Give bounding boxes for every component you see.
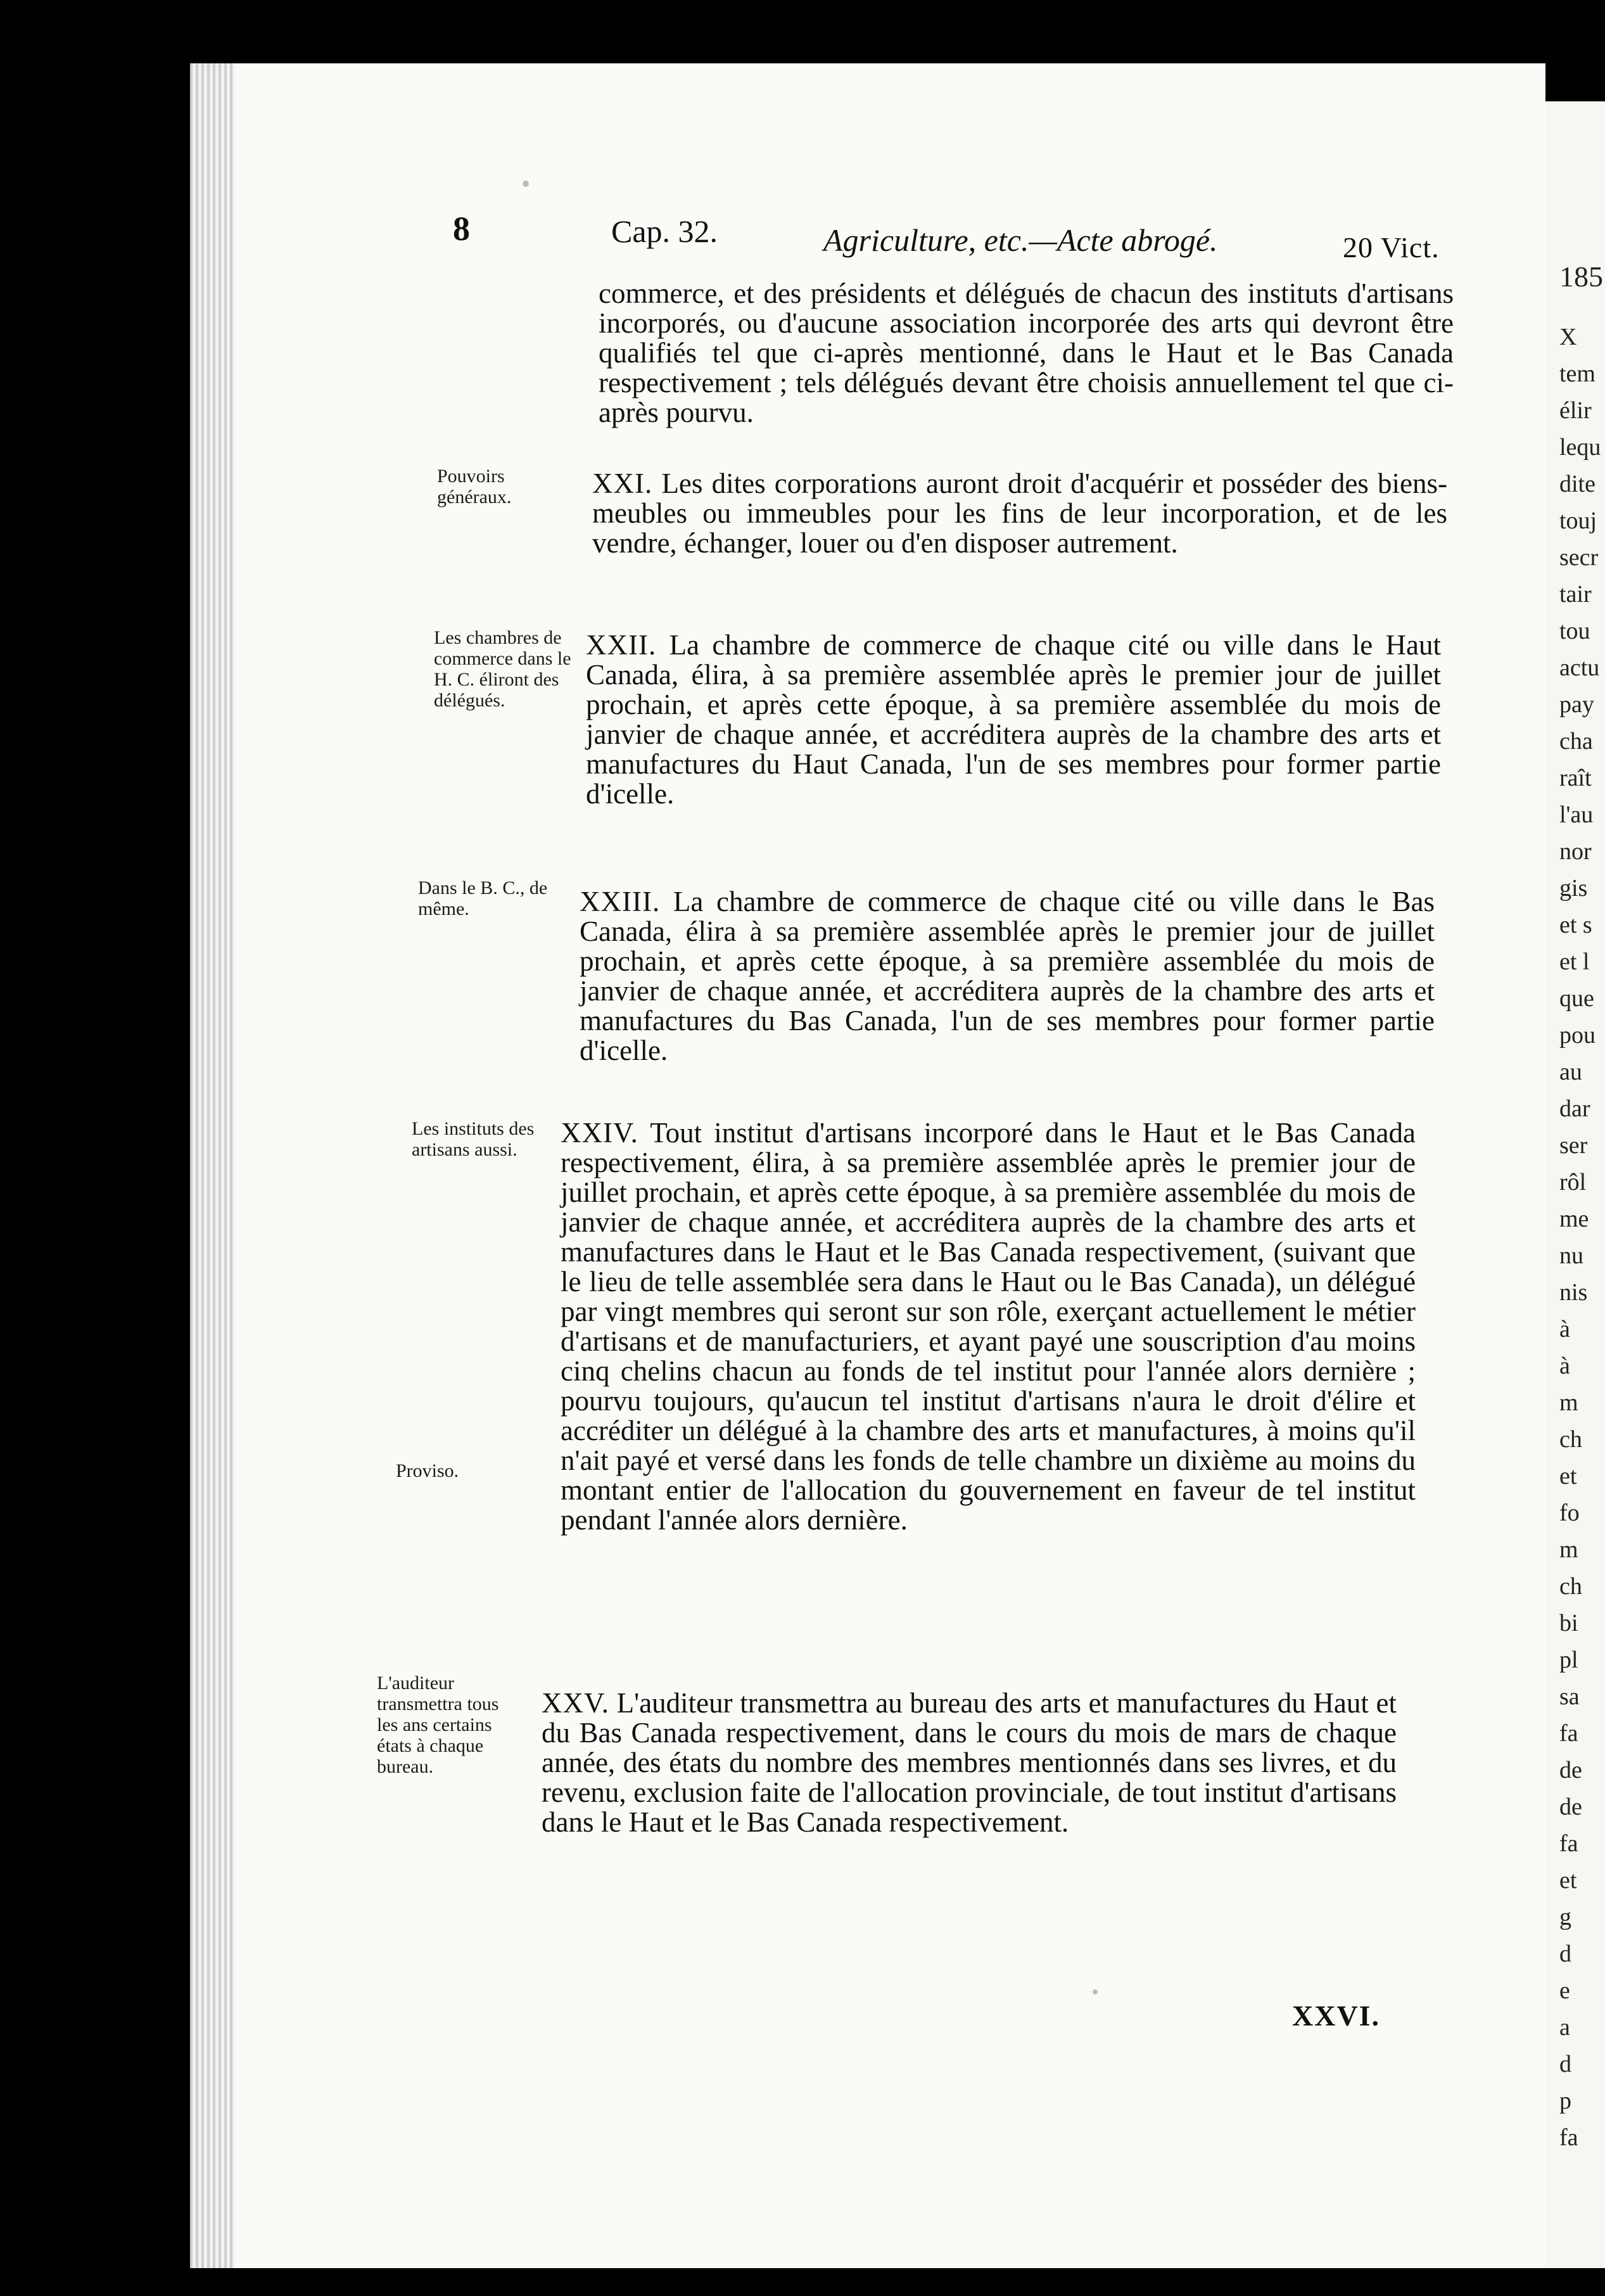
next-page-fragment: d: [1559, 2051, 1571, 2077]
book-spine: [190, 63, 234, 2268]
catchword: XXVI.: [1292, 1999, 1381, 2032]
section-number: XXIII.: [580, 886, 661, 917]
next-page-fragment: m: [1559, 1536, 1578, 1563]
regnal-year: 20 Vict.: [1343, 231, 1440, 264]
next-page-fragment: de: [1559, 1794, 1582, 1820]
next-page-fragment: ch: [1559, 1426, 1582, 1453]
next-page-edge: [1545, 101, 1605, 2268]
next-page-fragment: lequ: [1559, 434, 1601, 461]
section-number: XXI.: [592, 468, 653, 499]
next-page-fragment: que: [1559, 985, 1594, 1012]
ink-speck: [523, 181, 529, 187]
continuation-paragraph: commerce, et des présidents et délégués de chacun des instituts d'artisans incorporés, ou d'aucune association incorporée des arts qui devront être qualifiés tel que ci-après mentionné, dans le Haut et le Bas Canada respectivement ; tels délégués devant être choisis annuellement tel que ci-après pourvu.: [599, 277, 1454, 428]
section-xxi: [592, 469, 1447, 558]
next-page-fragment: l'au: [1559, 801, 1594, 828]
section-number: XXIV.: [561, 1117, 638, 1149]
next-page-fragment: gis: [1559, 875, 1588, 902]
next-page-fragment: nis: [1559, 1279, 1588, 1306]
chapter-label: Cap. 32.: [611, 214, 718, 249]
next-page-fragment: cha: [1559, 728, 1593, 755]
section-xxiv: [561, 1118, 1416, 1535]
next-page-fragment: pl: [1559, 1647, 1578, 1673]
next-page-fragment: et: [1559, 1867, 1577, 1894]
section-text: Les dites corporations auront droit d'acquérir et posséder des biens-meubles ou immeubles pour les fins de leur incorporation, et de les vendre, échanger, louer ou d'en disposer autrement.: [592, 468, 1447, 559]
section-xxiii: [580, 887, 1435, 1066]
next-page-fragment: tou: [1559, 618, 1590, 644]
next-page-fragment: tem: [1559, 360, 1595, 387]
next-page-fragment: ch: [1559, 1573, 1582, 1600]
next-page-fragment: fo: [1559, 1500, 1580, 1526]
next-page-fragment: m: [1559, 1389, 1578, 1416]
next-page-fragment: actu: [1559, 654, 1600, 681]
next-page-fragment: nor: [1559, 838, 1592, 865]
section-text: Tout institut d'artisans incorporé dans le Haut et le Bas Canada respectivement, élira, à sa première assemblée après le premier jour de juillet prochain, et après cette époque, à sa première assemblée du mois de janvier de chaque année, et accréditera auprès de la chambre des arts et manufactures dans le Haut et le Bas Canada respectivement, (suivant que le lieu de telle assemblée sera dans le Haut ou le Bas Canada), un délégué par vingt membres qui seront sur son rôle, exerçant actuellement le métier d'artisans et de manufacturiers, et ayant payé une souscription d'au moins cinq chelins chacun au fonds de tel institut pour l'année alors dernière ; pourvu toujours, qu'aucun tel institut d'artisans n'aura le droit d'élire et accréditer un délégué à la chambre des arts et manufactures, à moins qu'il n'ait payé et versé dans les fonds de telle chambre un dixième au moins du montant entier de l'allocation du gouvernement en faveur de tel institut pendant l'année alors dernière.: [561, 1117, 1416, 1536]
running-header: [0, 203, 1545, 264]
next-page-fragment: raît: [1559, 765, 1592, 791]
next-page-fragment: dar: [1559, 1095, 1590, 1122]
next-page-fragment: fa: [1559, 2124, 1578, 2151]
next-page-fragment: rôl: [1559, 1169, 1587, 1196]
next-page-fragment: tair: [1559, 581, 1592, 608]
margin-note-xxv: L'auditeur transmettra tous les ans certains états à chaque bureau.: [377, 1673, 499, 1777]
margin-note-xxi: Pouvoirs généraux.: [437, 466, 512, 507]
ink-speck: [1093, 1989, 1098, 1994]
next-page-fragment: fa: [1559, 1830, 1578, 1857]
running-title: Agriculture, etc.—Acte abrogé.: [823, 222, 1218, 258]
next-page-fragment: g: [1559, 1904, 1571, 1930]
next-page-fragment: à: [1559, 1353, 1570, 1379]
next-page-fragment: me: [1559, 1206, 1589, 1232]
next-page-fragment: bi: [1559, 1610, 1578, 1636]
margin-note-xxii: Les chambres de commerce dans le H. C. éliront des délégués.: [434, 627, 571, 711]
next-page-fragment: p: [1559, 2088, 1571, 2114]
margin-note-xxiii: Dans le B. C., de même.: [418, 877, 548, 919]
next-page-fragment: élir: [1559, 397, 1592, 424]
next-page-fragment: X: [1559, 324, 1577, 350]
next-page-fragment: de: [1559, 1757, 1582, 1783]
next-page-fragment: pay: [1559, 691, 1594, 718]
next-page-fragment: au: [1559, 1059, 1582, 1085]
next-page-fragment: d: [1559, 1941, 1571, 1967]
next-page-fragment: 185: [1559, 260, 1603, 293]
next-page-fragment: pou: [1559, 1022, 1595, 1049]
section-xxii: [586, 630, 1441, 809]
next-page-fragment: touj: [1559, 507, 1597, 534]
next-page-fragment: secr: [1559, 544, 1599, 571]
next-page-fragment: et l: [1559, 948, 1590, 975]
section-xxv: [542, 1688, 1397, 1837]
next-page-fragment: a: [1559, 2014, 1570, 2041]
page-number: 8: [453, 210, 470, 248]
next-page-fragment: à: [1559, 1316, 1570, 1343]
next-page-fragment: fa: [1559, 1720, 1578, 1747]
section-number: XXII.: [586, 629, 657, 661]
next-page-fragment: ser: [1559, 1132, 1588, 1159]
next-page-fragment: et: [1559, 1463, 1577, 1489]
section-text: La chambre de commerce de chaque cité ou ville dans le Haut Canada, élira, à sa première assemblée après le premier jour de juillet prochain, et après cette époque, à sa première assemblée du mois de janvier de chaque année, et accréditera auprès de la chambre des arts et manufactures du Haut Canada, l'un de ses membres pour former partie d'icelle.: [586, 629, 1441, 810]
section-text: La chambre de commerce de chaque cité ou ville dans le Bas Canada, élira à sa première assemblée après le premier jour de juillet prochain, et après cette époque, à sa première assemblée du mois de janvier de chaque année, et accréditera auprès de la chambre des arts et manufactures du Bas Canada, l'un de ses membres pour former partie d'icelle.: [580, 886, 1435, 1066]
next-page-fragment: nu: [1559, 1242, 1583, 1269]
section-text: L'auditeur transmettra au bureau des arts et manufactures du Haut et du Bas Canada respectivement, dans le cours du mois de mars de chaque année, des états du nombre des membres mentionnés dans ses livres, et du revenu, exclusion faite de l'allocation provinciale, de tout institut d'artisans dans le Haut et le Bas Canada respectivement.: [542, 1687, 1397, 1838]
next-page-fragment: dite: [1559, 471, 1595, 497]
margin-note-proviso: Proviso.: [396, 1460, 459, 1481]
next-page-fragment: sa: [1559, 1683, 1580, 1710]
next-page-fragment: et s: [1559, 912, 1592, 938]
margin-note-xxiv: Les instituts des artisans aussi.: [412, 1118, 535, 1160]
next-page-fragment: e: [1559, 1977, 1570, 2004]
section-number: XXV.: [542, 1687, 609, 1719]
